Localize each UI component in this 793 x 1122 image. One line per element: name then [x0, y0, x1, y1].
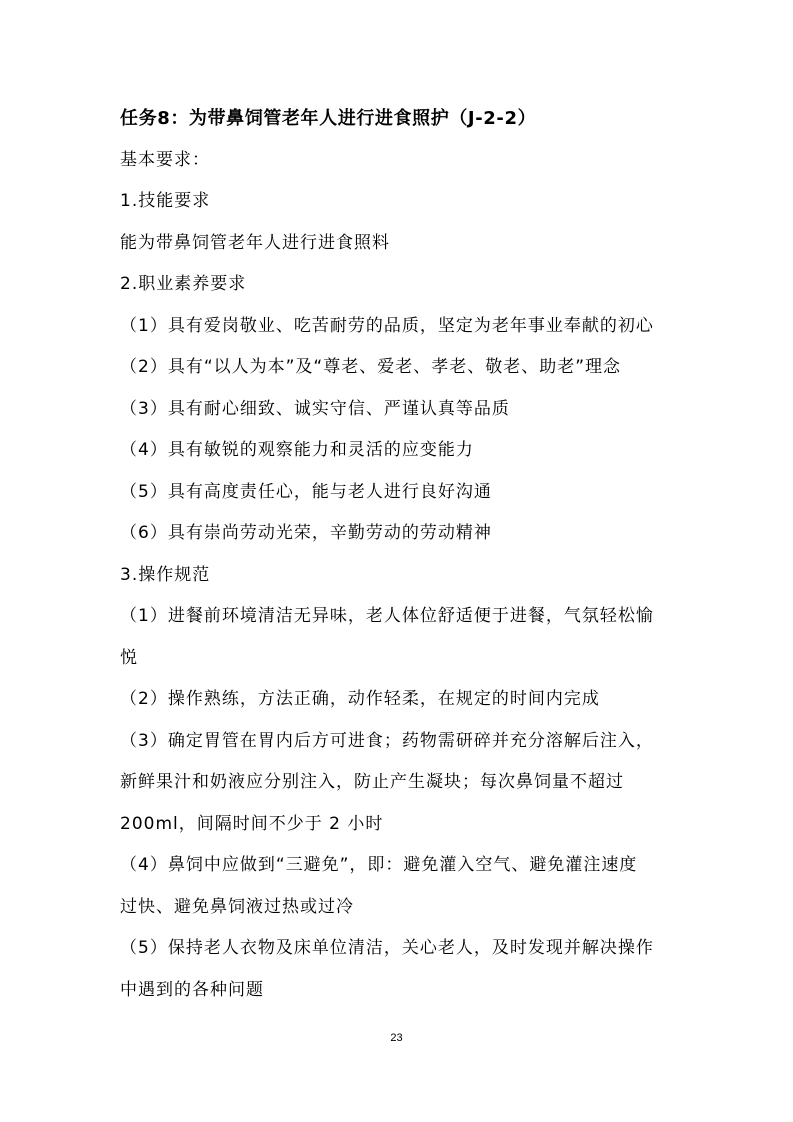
operation-line-5: 新鲜果汁和奶液应分别注入，防止产生凝块；每次鼻饲量不超过: [120, 772, 624, 792]
skill-requirements-heading: 1.技能要求: [120, 191, 211, 211]
literacy-item-2: （2）具有“以人为本”及“尊老、爱老、孝老、敬老、助老”理念: [120, 357, 622, 377]
literacy-item-3: （3）具有耐心细致、诚实守信、严谨认真等品质: [120, 399, 510, 419]
literacy-item-5: （5）具有高度责任心，能与老人进行良好沟通: [120, 482, 492, 502]
literacy-item-6: （6）具有崇尚劳动光荣，辛勤劳动的劳动精神: [120, 523, 492, 543]
operation-line-1: （1）进餐前环境清洁无异味，老人体位舒适便于进餐，气氛轻松愉: [120, 606, 654, 626]
task-title: 任务8：为带鼻饲管老年人进行进食照护（J-2-2）: [120, 108, 537, 129]
operation-line-3: （2）操作熟练，方法正确，动作轻柔，在规定的时间内完成: [120, 689, 600, 709]
literacy-item-1: （1）具有爱岗敬业、吃苦耐劳的品质，坚定为老年事业奉献的初心: [120, 316, 654, 336]
literacy-requirements-heading: 2.职业素养要求: [120, 274, 247, 294]
operation-line-2: 悦: [120, 648, 138, 668]
operation-line-10: 中遇到的各种问题: [120, 980, 264, 1000]
literacy-item-4: （4）具有敏锐的观察能力和灵活的应变能力: [120, 440, 474, 460]
operation-line-9: （5）保持老人衣物及床单位清洁，关心老人，及时发现并解决操作: [120, 938, 654, 958]
operation-line-4: （3）确定胃管在胃内后方可进食；药物需研碎并充分溶解后注入，: [120, 731, 654, 751]
page-number: 23: [390, 1032, 403, 1044]
operation-line-7: （4）鼻饲中应做到“三避免”，即：避免灌入空气、避免灌注速度: [120, 855, 638, 875]
skill-requirements-text: 能为带鼻饲管老年人进行进食照料: [120, 233, 390, 253]
operation-line-8: 过快、避免鼻饲液过热或过冷: [120, 897, 354, 917]
operation-line-6: 200ml，间隔时间不少于 2 小时: [120, 814, 384, 834]
basic-requirements-label: 基本要求：: [120, 150, 210, 170]
operation-standards-heading: 3.操作规范: [120, 565, 211, 585]
